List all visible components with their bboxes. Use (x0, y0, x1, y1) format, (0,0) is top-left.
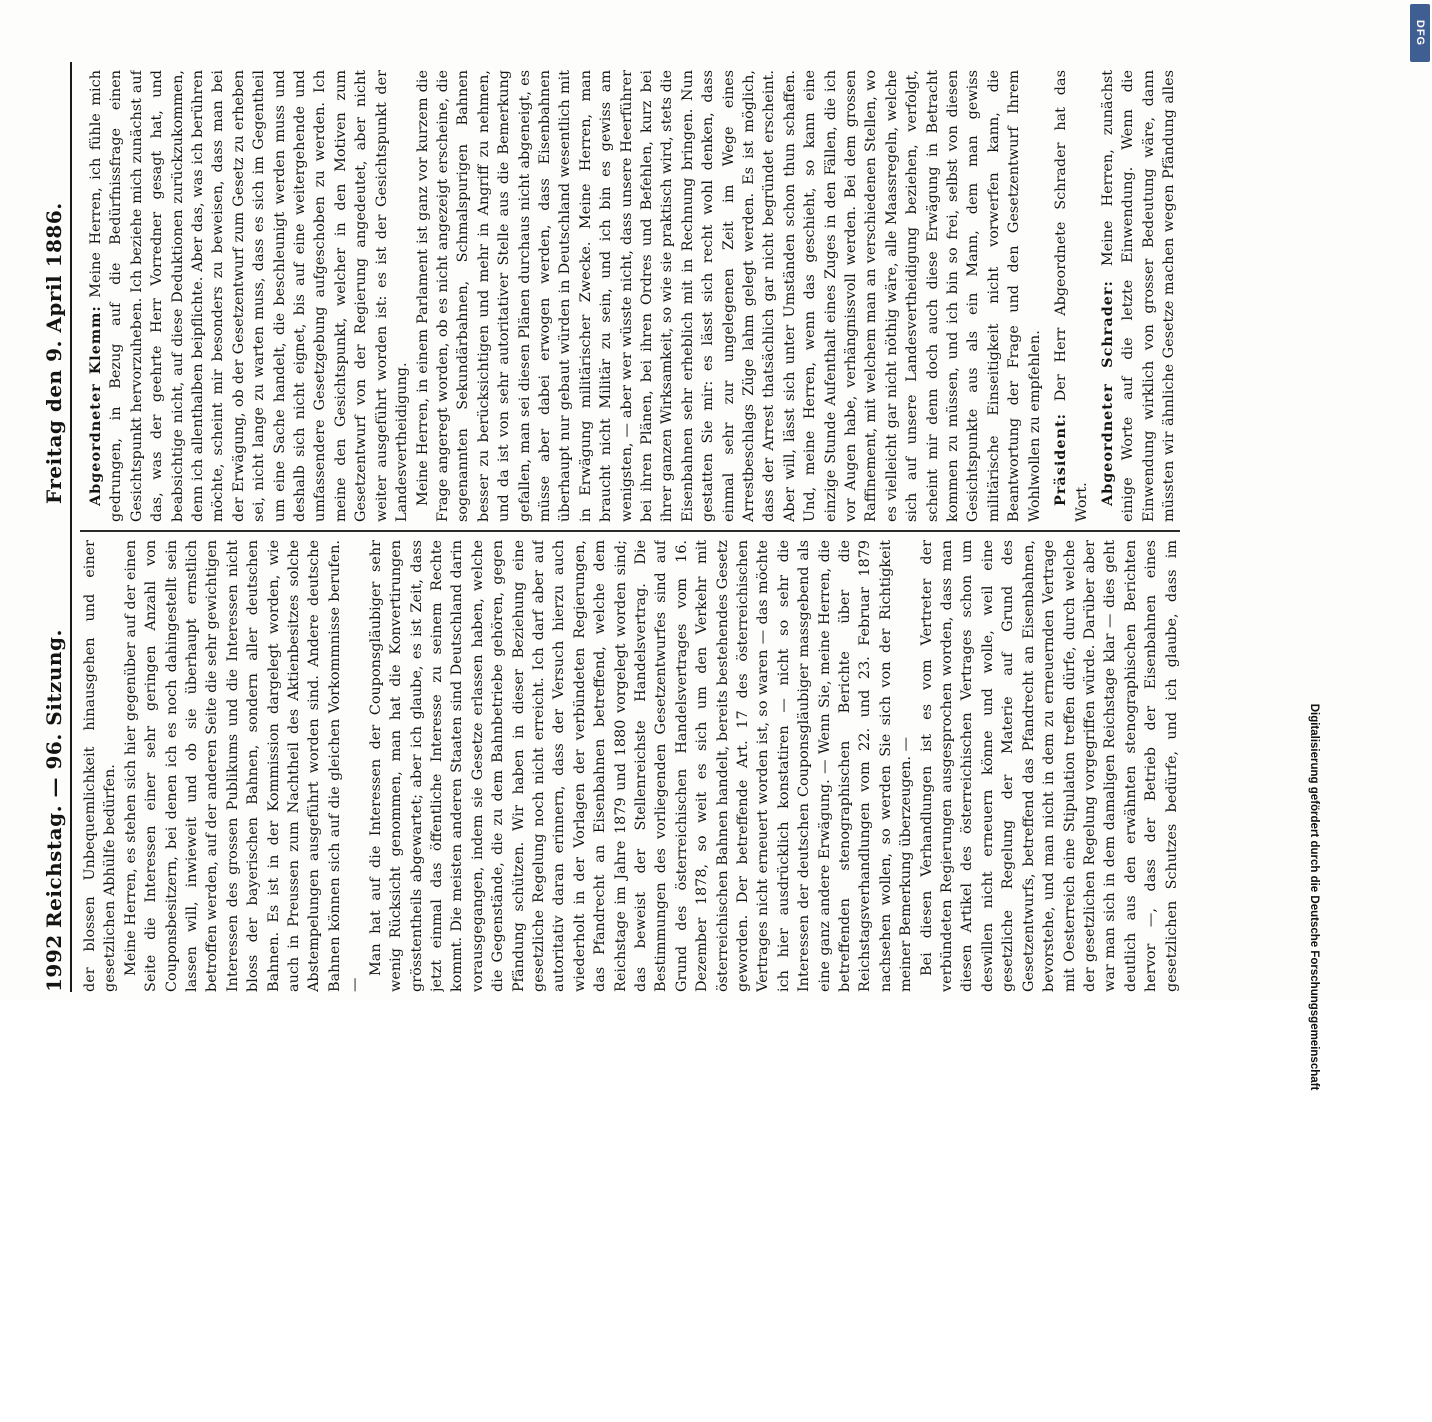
paragraph-text: Bei diesen Verhandlungen ist es vom Vertreter der verbündeten Regierungen ausgesprochen worden, dass man diesen Artikel des österreichischen Vertrages schon um deswillen nicht erneuern könne und wolle, weil eine gesetzliche Regelung der Materie auf Grund des Gesetzentwurfs, betreffend das Pfandrecht an Eisenbahnen, bevorstehe, und man nicht in dem zu erneuernden Vertrage mit Oesterreich eine Stipulation treffen dürfe, durch welche der gesetzlichen Regelung vorgegriffen würde. Darüber aber war man sich in dem damaligen Reichstage klar — dies geht deutlich aus den erwähnten stenographischen Berichten hervor —, dass der Betrieb der Eisenbahnen eines gesetzlichen Schutzes bedürfe, und ich glaube, dass im (918, 540, 1180, 992)
speaker-name: Präsident: (1052, 413, 1070, 506)
paragraph (413, 70, 1046, 522)
dfg-logo-badge (1410, 4, 1430, 62)
paragraph (1051, 70, 1092, 522)
paragraph (917, 540, 1180, 992)
paragraph-text: der blossen Unbequemlichkeit hinausgehen und einer gesetzlichen Abhülfe bedürfen. (82, 540, 119, 992)
running-head (36, 62, 66, 992)
dfg-logo-text: DFG (1414, 19, 1426, 47)
running-head-right: Freitag den 9. April 1886. (42, 202, 66, 504)
paragraph-text: Der Herr Abgeordnete Schrader hat das Wort. (1053, 70, 1090, 522)
paragraph-text: Meine Herren, zunächst einige Worte auf die letzte Einwendung. Wenn die Einwendung wirklich von grosser Bedeutung wäre, dann müssten wir ähnliche Gesetze machen wegen Pfändung alles (1099, 70, 1178, 522)
column-divider (80, 531, 1180, 533)
left-text-column (80, 540, 1180, 992)
digitization-credit (1300, 372, 1328, 1422)
paragraph-text: Man hat auf die Interessen der Couponsgläubiger sehr wenig Rücksicht genommen, man hat die Konvertirungen grösstentheils abgewartet; aber ich glaube, es ist Zeit, dass jetzt einmal das öffentliche Interesse zu seinem Rechte kommt. Die meisten anderen Staaten sind Deutschland darin vorausgegangen, indem sie Gesetze erlassen haben, welche die Gegenstände, die zu dem Bahnbetriebe gehören, gegen Pfändung schützen. Wir haben in dieser Beziehung eine gesetzliche Regelung noch nicht erreicht. Ich darf aber auf autoritativ daran erinnern, dass der Versuch hierzu auch wiederholt in der Vorlagen der verbündeten Regierungen, das Pfandrecht an Eisenbahnen betreffend, welche dem Reichstage im Jahre 1879 und 1880 vorgelegt worden sind; das beweist der Stellenreichste Handelsvertrag. Die Bestimmungen des vorliegenden Gesetzentwurfes sind auf Grund des österreichischen Handelsvertrages vom 16. Dezember 1878, so weit es sich um den Verkehr mit österreichischen Bahnen handelt, bereits bestehendes Gesetz geworden. Der betreffende Art. 17 des österreichischen Vertrages nicht erneuert worden ist, so waren — das möchte ich hier ausdrücklich konstatiren — nicht so sehr die Interessen der deutschen Couponsgläubiger massgebend als eine ganz andere Erwägung. — Wenn Sie, meine Herren, die betreffenden stenographischen Berichte über die Reichstagsverhandlungen vom 22. und 23. Februar 1879 nachsehen wollen, so werden Sie sich von der Richtigkeit meiner Bemerkung überzeugen. — (367, 540, 915, 992)
paragraph (86, 70, 413, 522)
paragraph (80, 540, 121, 992)
paragraph-text: Meine Herren, ich fühle mich gedrungen, in Bezug auf die Bedürfnissfrage einen Gesichtspunkt hervorzuheben. Ich beziehe mich zunächst auf das, was der geehrte Herr Vorredner gesagt hat, und beabsichtige nicht, auf diese Deduktionen zurückzukommen, denn ich allenthalben beipflichte. Aber das, was ich berühren möchte, scheint mir besonders zu beweisen, dass man bei der Erwägung, ob der Gesetzentwurf zum Gesetz zu erheben sei, nicht lange zu warten muss, dass es sich im Gegentheil um eine Sache handelt, die beschleunigt werden muss und deshalb sich nicht eignet, bis auf eine weitergehende und umfassendere Gesetzgebung aufgeschoben zu werden. Ich meine den Gesichtspunkt, welcher in den Motiven zum Gesetzentwurf von der Regierung angedeutet, aber nicht weiter ausgeführt worden ist: es ist der Gesichtspunkt der Landesvertheidigung. (88, 70, 411, 522)
digitization-credit-text: Digitalisierung gefördert durch die Deutsche Forschungsgemeinschaft (1308, 703, 1320, 1091)
paragraph (1098, 70, 1180, 522)
paragraph-text: Meine Herren, in einem Parlament ist ganz vor kurzem die Frage angeregt worden, ob es nicht angezeigt erscheine, die sogenannten Sekundärbahnen, Schmalspurigen Bahnen besser zu berücksichtigen und mehr in Angriff zu nehmen, und da ist von sehr autoritativer Stelle aus die Bemerkung gefallen, man sei diesen Plänen durchaus nicht abgeneigt, es müsse aber dabei erwogen werden, dass Eisenbahnen überhaupt nur gebaut würden in Deutschland wesentlich mit in Erwägung militärischer Zwecke. Meine Herren, man braucht nicht Militär zu sein, und ich bin es gewiss am wenigsten, — aber wer wüsste nicht, dass unsere Heerführer bei ihren Plänen, bei ihren Ordres und Befehlen, kurz bei ihrer ganzen Wirksamkeit, so wie sie praktisch wird, stets die Eisenbahnen sehr erheblich mit in Rechnung bringen. Nun gestatten Sie mir: es lässt sich recht wohl denken, dass einmal sehr zur ungelegenen Zeit im Wege eines Arrestbeschlags Züge lahm gelegt werden. Es ist möglich, dass der Arrest thatsächlich gar nicht begründet erscheint. Aber will, lässt sich unter Umständen schon thun schaffen. Und, meine Herren, wenn das geschieht, so kann eine einzige Stunde Aufenthalt eines Zuges in den Fällen, die ich vor Augen habe, verhängnissvoll werden. Bei dem grossen Raffinement, mit welchem man an verschiedenen Stellen, wo es vielleicht gar nicht nöthig wäre, alle Maassregeln, welche sich auf unsere Landesvertheidigung beziehen, verfolgt, scheint mir denn doch auch diese Erwägung in Betracht kommen zu müssen, und ich bin so frei, selbst von diesen Gesichtspunkte aus als ein Mann, dem man gewiss militärische Einseitigkeit nicht vorwerfen kann, die Beantwortung der Frage und den Gesetzentwurf Ihrem Wohlwollen zu empfehlen. (414, 70, 1043, 522)
page-number: 1992 (42, 934, 66, 992)
speaker-name: Abgeordneter Klemm: (87, 305, 104, 506)
paragraph-text: Meine Herren, es stehen sich hier gegenüber auf der einen Seite die Interessen einer sehr geringen Anzahl von Couponsbesitzern, bei denen ich es noch dahingestellt sein lassen will, inwieweit und ob sie überhaupt ernstlich betroffen werden, auf der anderen Seite die sehr gewichtigen Interessen des grossen Publikums und die Interessen nicht bloss der bayerischen Bahnen, sondern aller deutschen Bahnen. Es ist in der Kommission dargelegt worden, wie auch in Preussen zum Nachtheil des Aktienbesitzes solche Abstempelungen ausgeführt worden sind. Andere deutsche Bahnen können sich auf die gleichen Vorkommnisse berufen. — (122, 540, 364, 992)
header-rule (70, 62, 72, 992)
paragraph (121, 540, 366, 992)
paragraph (366, 540, 917, 992)
speaker-name: Abgeordneter Schrader: (1098, 280, 1116, 506)
right-text-column (80, 70, 1180, 522)
running-head-left: Reichstag. — 96. Sitzung. (42, 629, 66, 928)
